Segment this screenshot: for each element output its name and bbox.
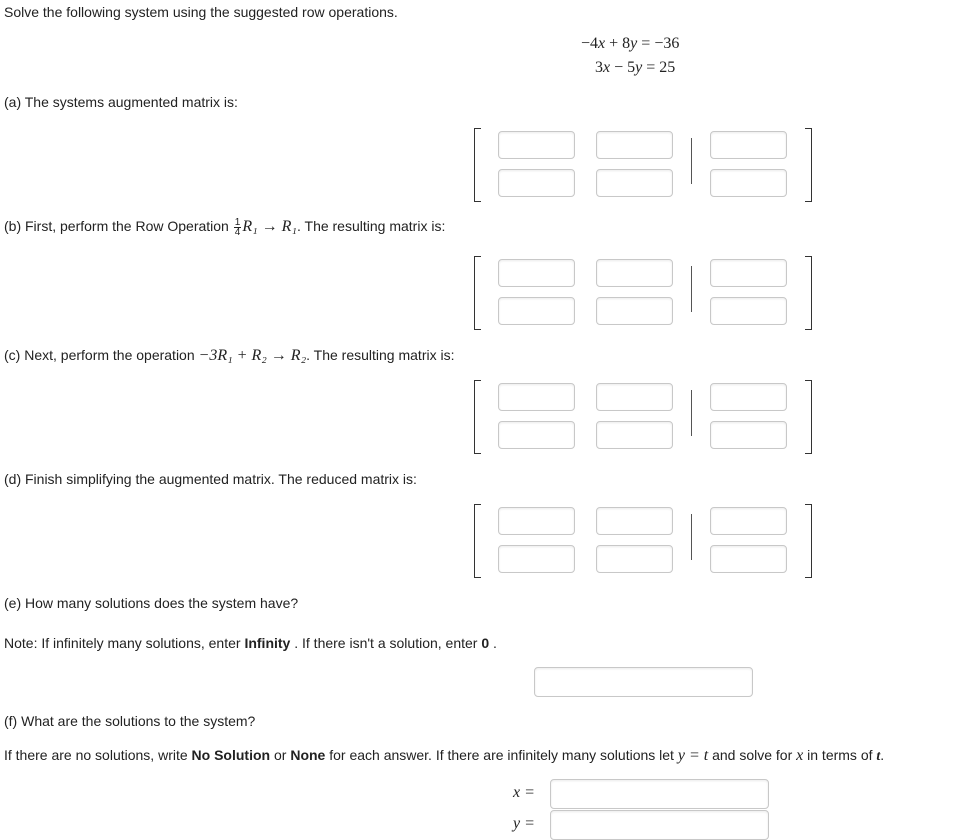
matrix-d-cell-11[interactable]	[498, 507, 575, 535]
infinity-keyword: Infinity	[244, 635, 291, 651]
fraction-numerator: 1	[234, 216, 241, 228]
eq2-coef-y: 5	[627, 59, 636, 76]
x-solution-input[interactable]	[550, 779, 769, 809]
part-f-note-2: for each answer. If there are infinitely many solutions let	[329, 747, 674, 763]
left-bracket	[474, 380, 481, 454]
matrix-c-cell-12[interactable]	[596, 383, 673, 411]
eq1-coef-x: −4	[581, 35, 599, 52]
left-bracket	[474, 504, 481, 578]
part-c-suffix: . The resulting matrix is:	[306, 347, 455, 363]
matrix-b-cell-23[interactable]	[710, 297, 787, 325]
zero-keyword: 0	[481, 635, 490, 651]
part-e-note-end: .	[493, 635, 497, 651]
matrix-c	[474, 380, 812, 452]
matrix-a-cell-11[interactable]	[498, 131, 575, 159]
matrix-b-cell-22[interactable]	[596, 297, 673, 325]
matrix-d-cell-22[interactable]	[596, 545, 673, 573]
eq2-coef-x: 3	[595, 59, 603, 76]
part-e-note-middle: . If there isn't a solution, enter	[294, 635, 478, 651]
part-a-label: (a) The systems augmented matrix is:	[4, 94, 238, 110]
part-e-note	[4, 634, 497, 652]
fraction-denominator: 4	[234, 226, 241, 238]
augment-bar	[691, 138, 692, 184]
eq2-rhs: 25	[659, 59, 676, 76]
matrix-b	[474, 256, 812, 328]
matrix-d	[474, 504, 812, 576]
matrix-b-cell-11[interactable]	[498, 259, 575, 287]
matrix-c-cell-21[interactable]	[498, 421, 575, 449]
eq1-rhs: −36	[654, 35, 680, 52]
matrix-c-cell-13[interactable]	[710, 383, 787, 411]
part-f-or: or	[273, 747, 287, 763]
left-bracket	[474, 128, 481, 202]
right-bracket	[805, 256, 812, 330]
matrix-a-cell-12[interactable]	[596, 131, 673, 159]
matrix-a-cell-22[interactable]	[596, 169, 673, 197]
part-e-note-prefix: Note: If infinitely many solutions, enter	[4, 635, 241, 651]
part-c-prefix: (c) Next, perform the operation	[4, 347, 195, 363]
part-b-label	[4, 217, 445, 237]
matrix-c-cell-11[interactable]	[498, 383, 575, 411]
y-solution-input[interactable]	[550, 810, 769, 840]
part-f-note-3: and solve for	[712, 747, 793, 763]
equation-2: 3x − 5y = 25	[595, 59, 676, 76]
augment-bar	[691, 514, 692, 560]
fraction-one-fourth	[234, 218, 242, 237]
y-label-text: y =	[513, 815, 535, 832]
matrix-d-cell-12[interactable]	[596, 507, 673, 535]
part-f-note-5: .	[880, 747, 885, 763]
part-c-operation: −3R₁ + R₂ → R₂	[198, 347, 307, 364]
matrix-b-cell-13[interactable]	[710, 259, 787, 287]
instruction-text: Solve the following system using the suggested row operations.	[4, 4, 398, 20]
matrix-d-cell-23[interactable]	[710, 545, 787, 573]
matrix-c-cell-23[interactable]	[710, 421, 787, 449]
part-f-question: (f) What are the solutions to the system?	[4, 713, 256, 729]
x-label-text: x =	[513, 784, 535, 801]
part-b-prefix: (b) First, perform the Row Operation	[4, 218, 229, 234]
augment-bar	[691, 390, 692, 436]
equation-1: −4x + 8y = −36	[581, 35, 680, 52]
matrix-a-cell-23[interactable]	[710, 169, 787, 197]
matrix-b-cell-21[interactable]	[498, 297, 575, 325]
none-keyword: None	[290, 747, 326, 763]
part-d-label: (d) Finish simplifying the augmented matrix. The reduced matrix is:	[4, 471, 417, 487]
matrix-d-cell-21[interactable]	[498, 545, 575, 573]
matrix-d-cell-13[interactable]	[710, 507, 787, 535]
matrix-c-cell-22[interactable]	[596, 421, 673, 449]
part-f-note-4: in terms of	[807, 747, 873, 763]
no-solution-keyword: No Solution	[191, 747, 271, 763]
part-f-note	[4, 746, 884, 766]
eq1-coef-y: 8	[622, 35, 631, 52]
right-bracket	[805, 504, 812, 578]
let-expression: y = t	[677, 747, 709, 764]
num-solutions-input[interactable]	[534, 667, 753, 697]
parameter-t: t	[876, 749, 881, 764]
matrix-b-cell-12[interactable]	[596, 259, 673, 287]
matrix-a	[474, 128, 812, 200]
matrix-a-cell-21[interactable]	[498, 169, 575, 197]
solve-variable: x	[796, 747, 804, 764]
part-b-operation: R₁ → R₁	[242, 218, 297, 235]
left-bracket	[474, 256, 481, 330]
y-label	[513, 815, 535, 833]
part-b-suffix: . The resulting matrix is:	[296, 218, 446, 234]
right-bracket	[805, 380, 812, 454]
matrix-a-cell-13[interactable]	[710, 131, 787, 159]
part-e-question: (e) How many solutions does the system have?	[4, 595, 299, 611]
x-label	[513, 784, 535, 802]
augment-bar	[691, 266, 692, 312]
part-c-label	[4, 346, 455, 365]
right-bracket	[805, 128, 812, 202]
part-f-note-1: If there are no solutions, write	[4, 747, 188, 763]
